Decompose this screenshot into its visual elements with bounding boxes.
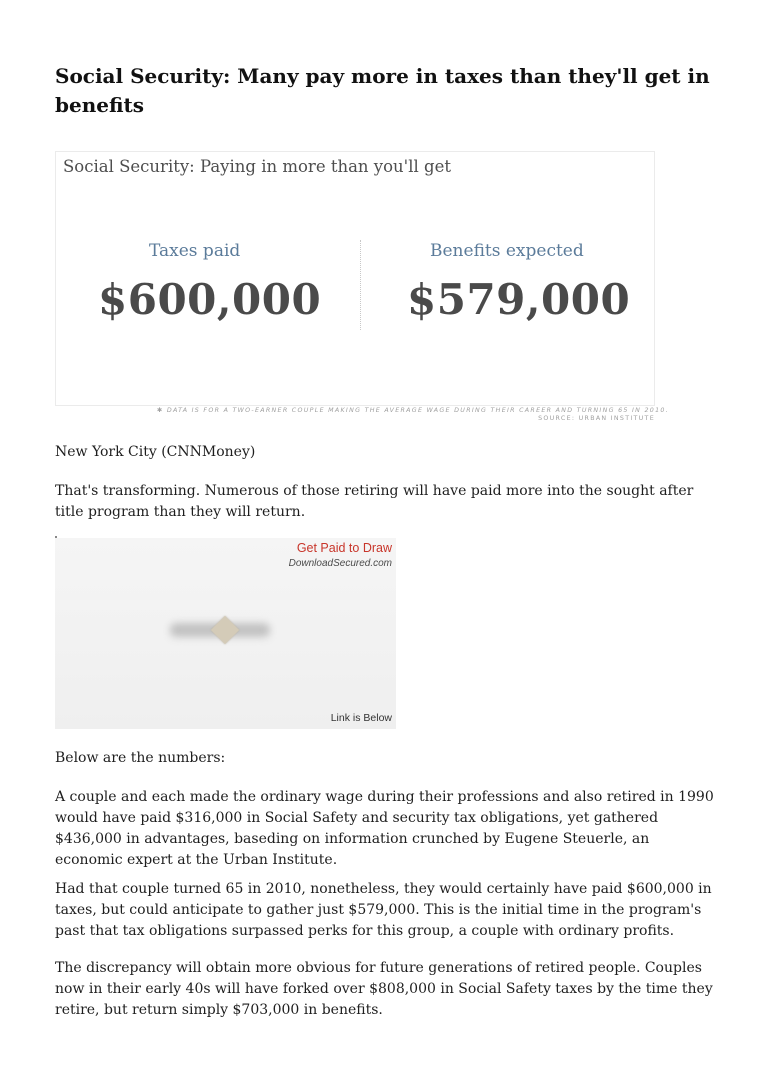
paragraph-3: A couple and each made the ordinary wage during their professions and also retired in 1990 would have paid $316,000 in Social Safety and security tax obligations, yet gathered $436,000 in advantages, baseding on information crunched by Eugene Steuerle, an economic expert at the Urban Institute. [55,789,714,868]
paragraph-1: That's transforming. Numerous of those retiring will have paid more into the sought after title program than they will return. [55,483,694,520]
taxes-paid-value: $600,000 [98,275,322,324]
infographic-divider [360,240,361,330]
benefits-expected-label: Benefits expected [430,241,584,261]
ad-title[interactable]: Get Paid to Draw [296,541,392,555]
dateline: New York City (CNNMoney) [55,444,256,460]
ad-domain[interactable]: DownloadSecured.com [288,558,392,569]
paragraph-4: Had that couple turned 65 in 2010, nonetheless, they would certainly have paid $600,000 in taxes, but could anticipate to gather just $579,000. This is the initial time in the program's past that tax obligations surpassed perks for this group, a couple with ordinary profits. [55,881,712,939]
ad-link[interactable]: Link is Below [330,712,392,724]
paragraph-5: The discrepancy will obtain more obvious for future generations of retired people. Couples now in their early 40s will have forked over $808,000 in Social Safety taxes by the time they retire, but return simply $703,000 in benefits. [55,960,713,1018]
diamond-icon [211,616,239,644]
advertisement[interactable] [55,538,396,729]
article-title: Social Security: Many pay more in taxes than they'll get in benefits [55,64,710,117]
benefits-expected-value: $579,000 [407,275,631,324]
infographic [55,151,655,406]
infographic-heading: Social Security: Paying in more than you'll get [63,157,451,176]
paragraph-2: Below are the numbers: [55,750,226,766]
infographic-source: SOURCE: URBAN INSTITUTE [538,415,655,422]
taxes-paid-label: Taxes paid [149,241,241,261]
infographic-footnote: ✱ DATA IS FOR A TWO-EARNER COUPLE MAKING THE AVERAGE WAGE DURING THEIR CAREER AND TURNING 65 IN 2010. [157,407,669,414]
